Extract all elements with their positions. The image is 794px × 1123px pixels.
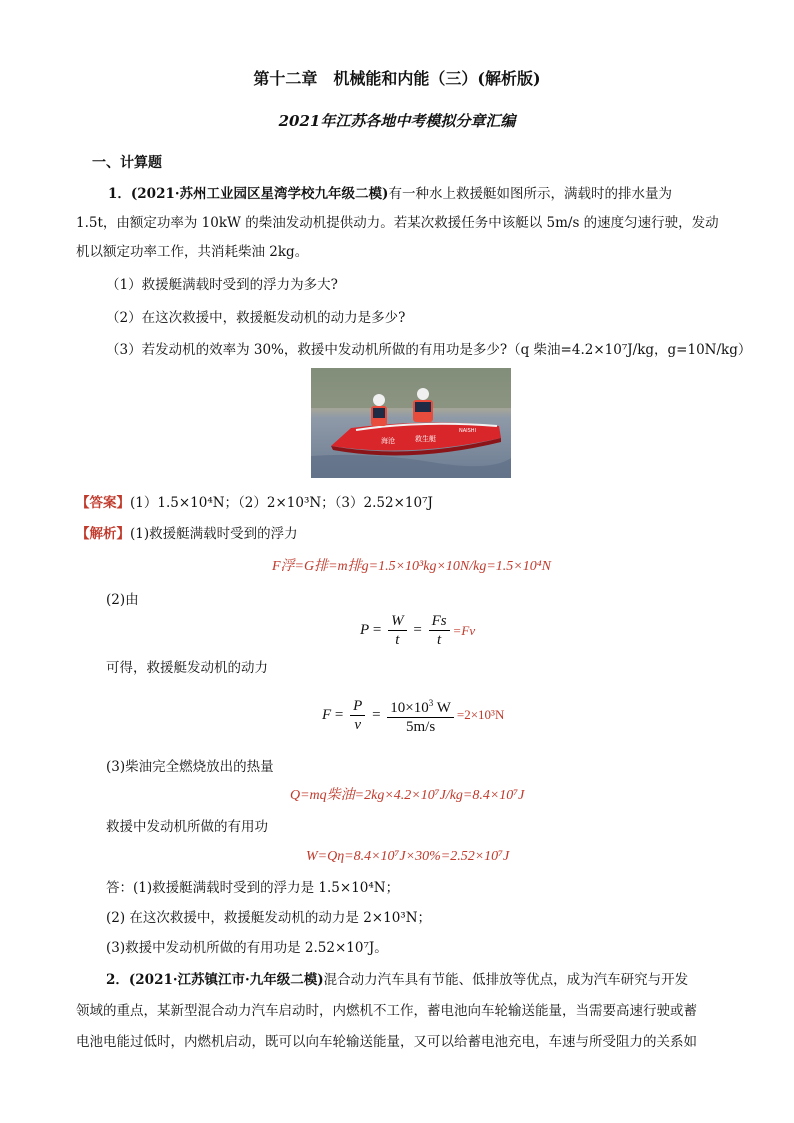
rescue-boat-photo	[311, 368, 511, 478]
page-subtitle: 2021年江苏各地中考模拟分章汇编	[278, 112, 516, 130]
page-title: 第十二章 机械能和内能（三）(解析版)	[253, 69, 541, 88]
conclusion-1: 答：(1)救援艇满载时受到的浮力是 1.5×10⁴N；	[106, 880, 400, 896]
q1-line3: 机以额定功率工作，共消耗柴油 2kg。	[76, 244, 309, 260]
q1-line2: 1.5t，由额定功率为 10kW 的柴油发动机提供动力。若某次救援任务中该艇以 5m/s 的速度匀速行驶，发动	[76, 215, 719, 231]
analysis-tag: 【解析】	[76, 526, 130, 542]
q1-line1	[108, 184, 672, 204]
q2-line3: 电池电能过低时，内燃机启动，既可以向车轮输送能量，又可以给蓄电池充电，车速与所受阻力的关系如	[76, 1034, 697, 1050]
answer-text: (1）1.5×10⁴N；（2）2×10³N；（3）2.52×10⁷J	[130, 495, 433, 511]
conclusion-3: (3)救援中发动机所做的有用功是 2.52×10⁷J。	[106, 940, 388, 956]
q1-text1: 有一种水上救援艇如图所示，满载时的排水量为	[388, 186, 672, 202]
boat-left-text: 海沧	[381, 437, 395, 445]
q2-head: 2．(2021·江苏镇江市·九年级二模)	[106, 972, 324, 988]
analysis-text1: (1)救援艇满载时受到的浮力	[130, 526, 298, 542]
section-heading: 一、计算题	[92, 155, 162, 171]
boat-illustration	[311, 368, 511, 478]
answer-tag: 【答案】	[76, 495, 130, 511]
conclusion-2: (2) 在这次救援中，救援艇发动机的动力是 2×10³N；	[106, 910, 432, 926]
q1-sub2: （2）在这次救援中，救援艇发动机的动力是多少?	[106, 310, 406, 326]
analysis-text2: (2)由	[106, 592, 139, 608]
boat-logo: NAISHI	[459, 428, 477, 434]
q1-sub1: （1）救援艇满载时受到的浮力为多大?	[106, 277, 338, 293]
analysis-text3: 可得，救援艇发动机的动力	[106, 660, 268, 676]
q1-sub3: （3）若发动机的效率为 30%，救援中发动机所做的有用功是多少?（q 柴油=4.2×10⁷J/kg，g=10N/kg）	[106, 342, 752, 358]
equation-force: F = $\frac{P}{v}$ = $\frac{10\times 10^3 W}{5m/s}$ =2×10³N	[322, 694, 504, 736]
analysis-text5: 救援中发动机所做的有用功	[106, 819, 268, 835]
analysis-text4: (3)柴油完全燃烧放出的热量	[106, 759, 274, 775]
rescuer-1-helmet	[373, 394, 385, 406]
analysis-line	[76, 524, 298, 544]
equation-force-result: =2×10³N	[456, 707, 505, 722]
answer-line	[76, 493, 433, 513]
equation-heat: Q=mq柴油=2kg×4.2×10⁷J/kg=8.4×10⁷J	[290, 788, 525, 803]
boat-right-text: 救生艇	[415, 435, 436, 443]
q2-text1: 混合动力汽车具有节能、低排放等优点，成为汽车研究与开发	[323, 972, 689, 988]
q2-line2: 领域的重点，某新型混合动力汽车启动时，内燃机不工作，蓄电池向车轮输送能量，当需要高速行驶或蓄	[76, 1003, 697, 1019]
q1-head: 1．(2021·苏州工业园区星湾学校九年级二模)	[108, 186, 389, 202]
rescuer-2-helmet	[417, 388, 429, 400]
equation-buoyancy: F浮=G排=m排g=1.5×10³kg×10N/kg=1.5×10⁴N	[272, 559, 551, 574]
equation-work: W=Qη=8.4×10⁷J×30%=2.52×10⁷J	[306, 849, 510, 864]
q2-line1	[106, 970, 688, 990]
equation-power: P = $\frac{W}{t}$ = $\frac{Fs}{t}$ =Fv	[360, 613, 476, 648]
